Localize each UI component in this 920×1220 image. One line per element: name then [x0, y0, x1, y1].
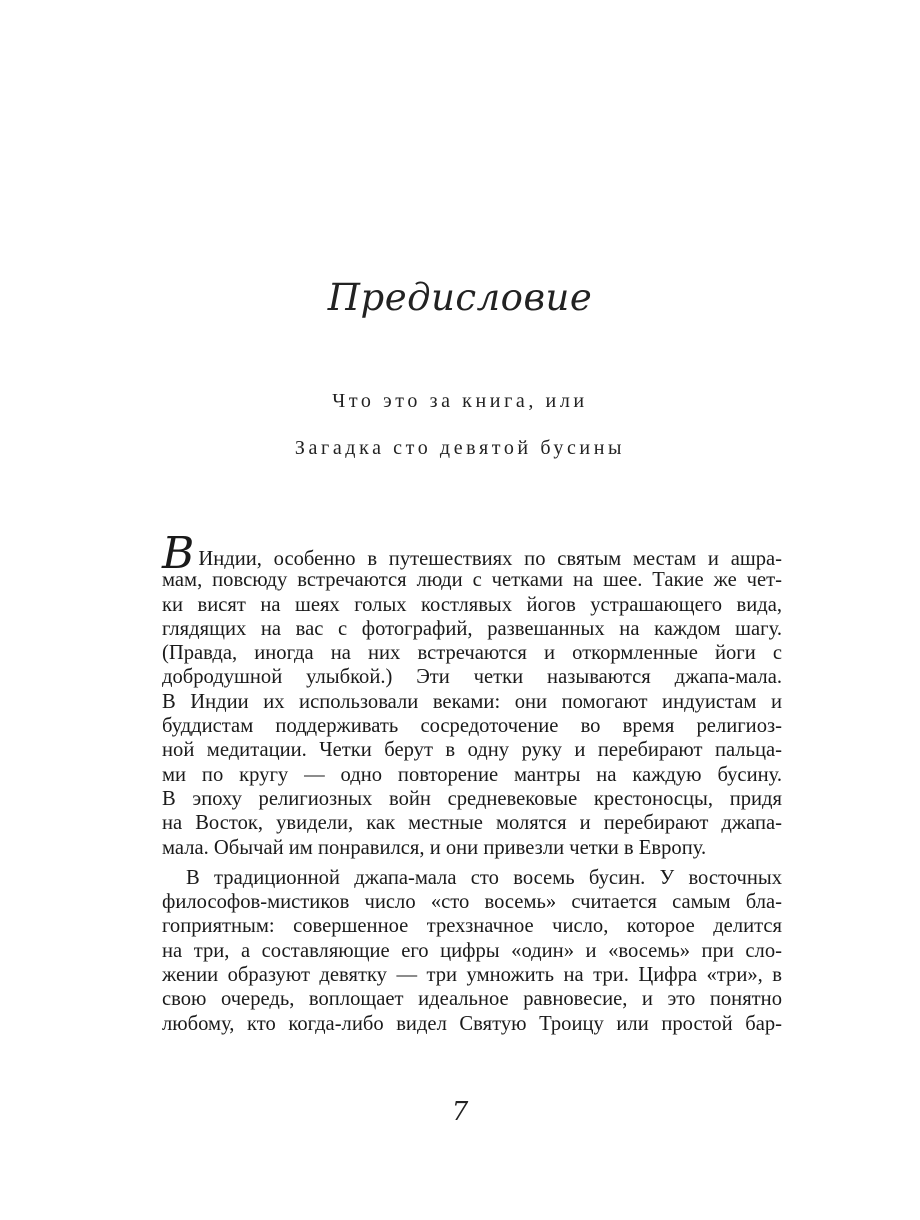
chapter-subtitle-line-1: Что это за книга, или: [332, 390, 588, 412]
paragraph-2-line-2: философов-мистиков число «сто восемь» считается самым бла-: [162, 891, 782, 914]
chapter-title: Предисловие: [327, 276, 593, 319]
paragraph-2-line-1: [162, 866, 782, 890]
paragraph-2-line-4: на три, а составляющие его цифры «один» и «восемь» при сло-: [162, 939, 782, 962]
paragraph-2-line-5: жении образуют девятку — три умножить на три. Цифра «три», в: [162, 964, 782, 987]
drop-cap: В: [162, 528, 195, 579]
paragraph-1-line-4: глядящих на вас с фотографий, развешанных на каждом шагу.: [162, 617, 782, 640]
paragraph-1-line-10: ми по кругу — одно повторение мантры на каждую бусину.: [162, 763, 782, 786]
chapter-subtitle-line-2: Загадка сто девятой бусины: [294, 437, 626, 459]
paragraph-1-line-9: ной медитации. Четки берут в одну руку и перебирают пальца-: [162, 739, 782, 762]
paragraph-1-line-13: мала. Обычай им понравился, и они привезли четки в Европу.: [162, 836, 707, 859]
paragraph-1-line-12: на Восток, увидели, как местные молятся и перебирают джапа-: [162, 812, 782, 835]
paragraph-1-line-11: В эпоху религиозных войн средневековые крестоносцы, придя: [162, 787, 782, 810]
line-text: Индии, особенно в путешествиях по святым местам и ашра-: [198, 548, 782, 570]
paragraph-2-line-7: любому, кто когда-либо видел Святую Троицу или простой бар-: [162, 1012, 782, 1035]
paragraph-1: [162, 528, 782, 860]
line-text: В традиционной джапа-мала сто восемь бусин. У восточных: [186, 866, 782, 889]
page-number: 7: [451, 1097, 469, 1127]
paragraph-2: [162, 866, 782, 1036]
paragraph-1-line-8: буддистам поддерживать сосредоточение во время религиоз-: [162, 715, 782, 738]
paragraph-1-line-2: мам, повсюду встречаются люди с четками на шее. Такие же чет-: [162, 569, 782, 592]
paragraph-1-line-6: добродушной улыбкой.) Эти четки называются джапа-мала.: [162, 666, 782, 689]
paragraph-2-line-3: гоприятным: совершенное трехзначное число, которое делится: [162, 915, 782, 938]
paragraph-1-line-5: (Правда, иногда на них встречаются и откормленные йоги с: [162, 642, 782, 665]
paragraph-1-line-7: В Индии их использовали веками: они помогают индуистам и: [162, 690, 782, 713]
paragraph-1-line-1: [162, 528, 782, 579]
paragraph-2-line-6: свою очередь, воплощает идеальное равновесие, и это понятно: [162, 988, 782, 1011]
paragraph-1-line-3: ки висят на шеях голых костлявых йогов устрашающего вида,: [162, 593, 782, 616]
body-text: [162, 528, 782, 1036]
